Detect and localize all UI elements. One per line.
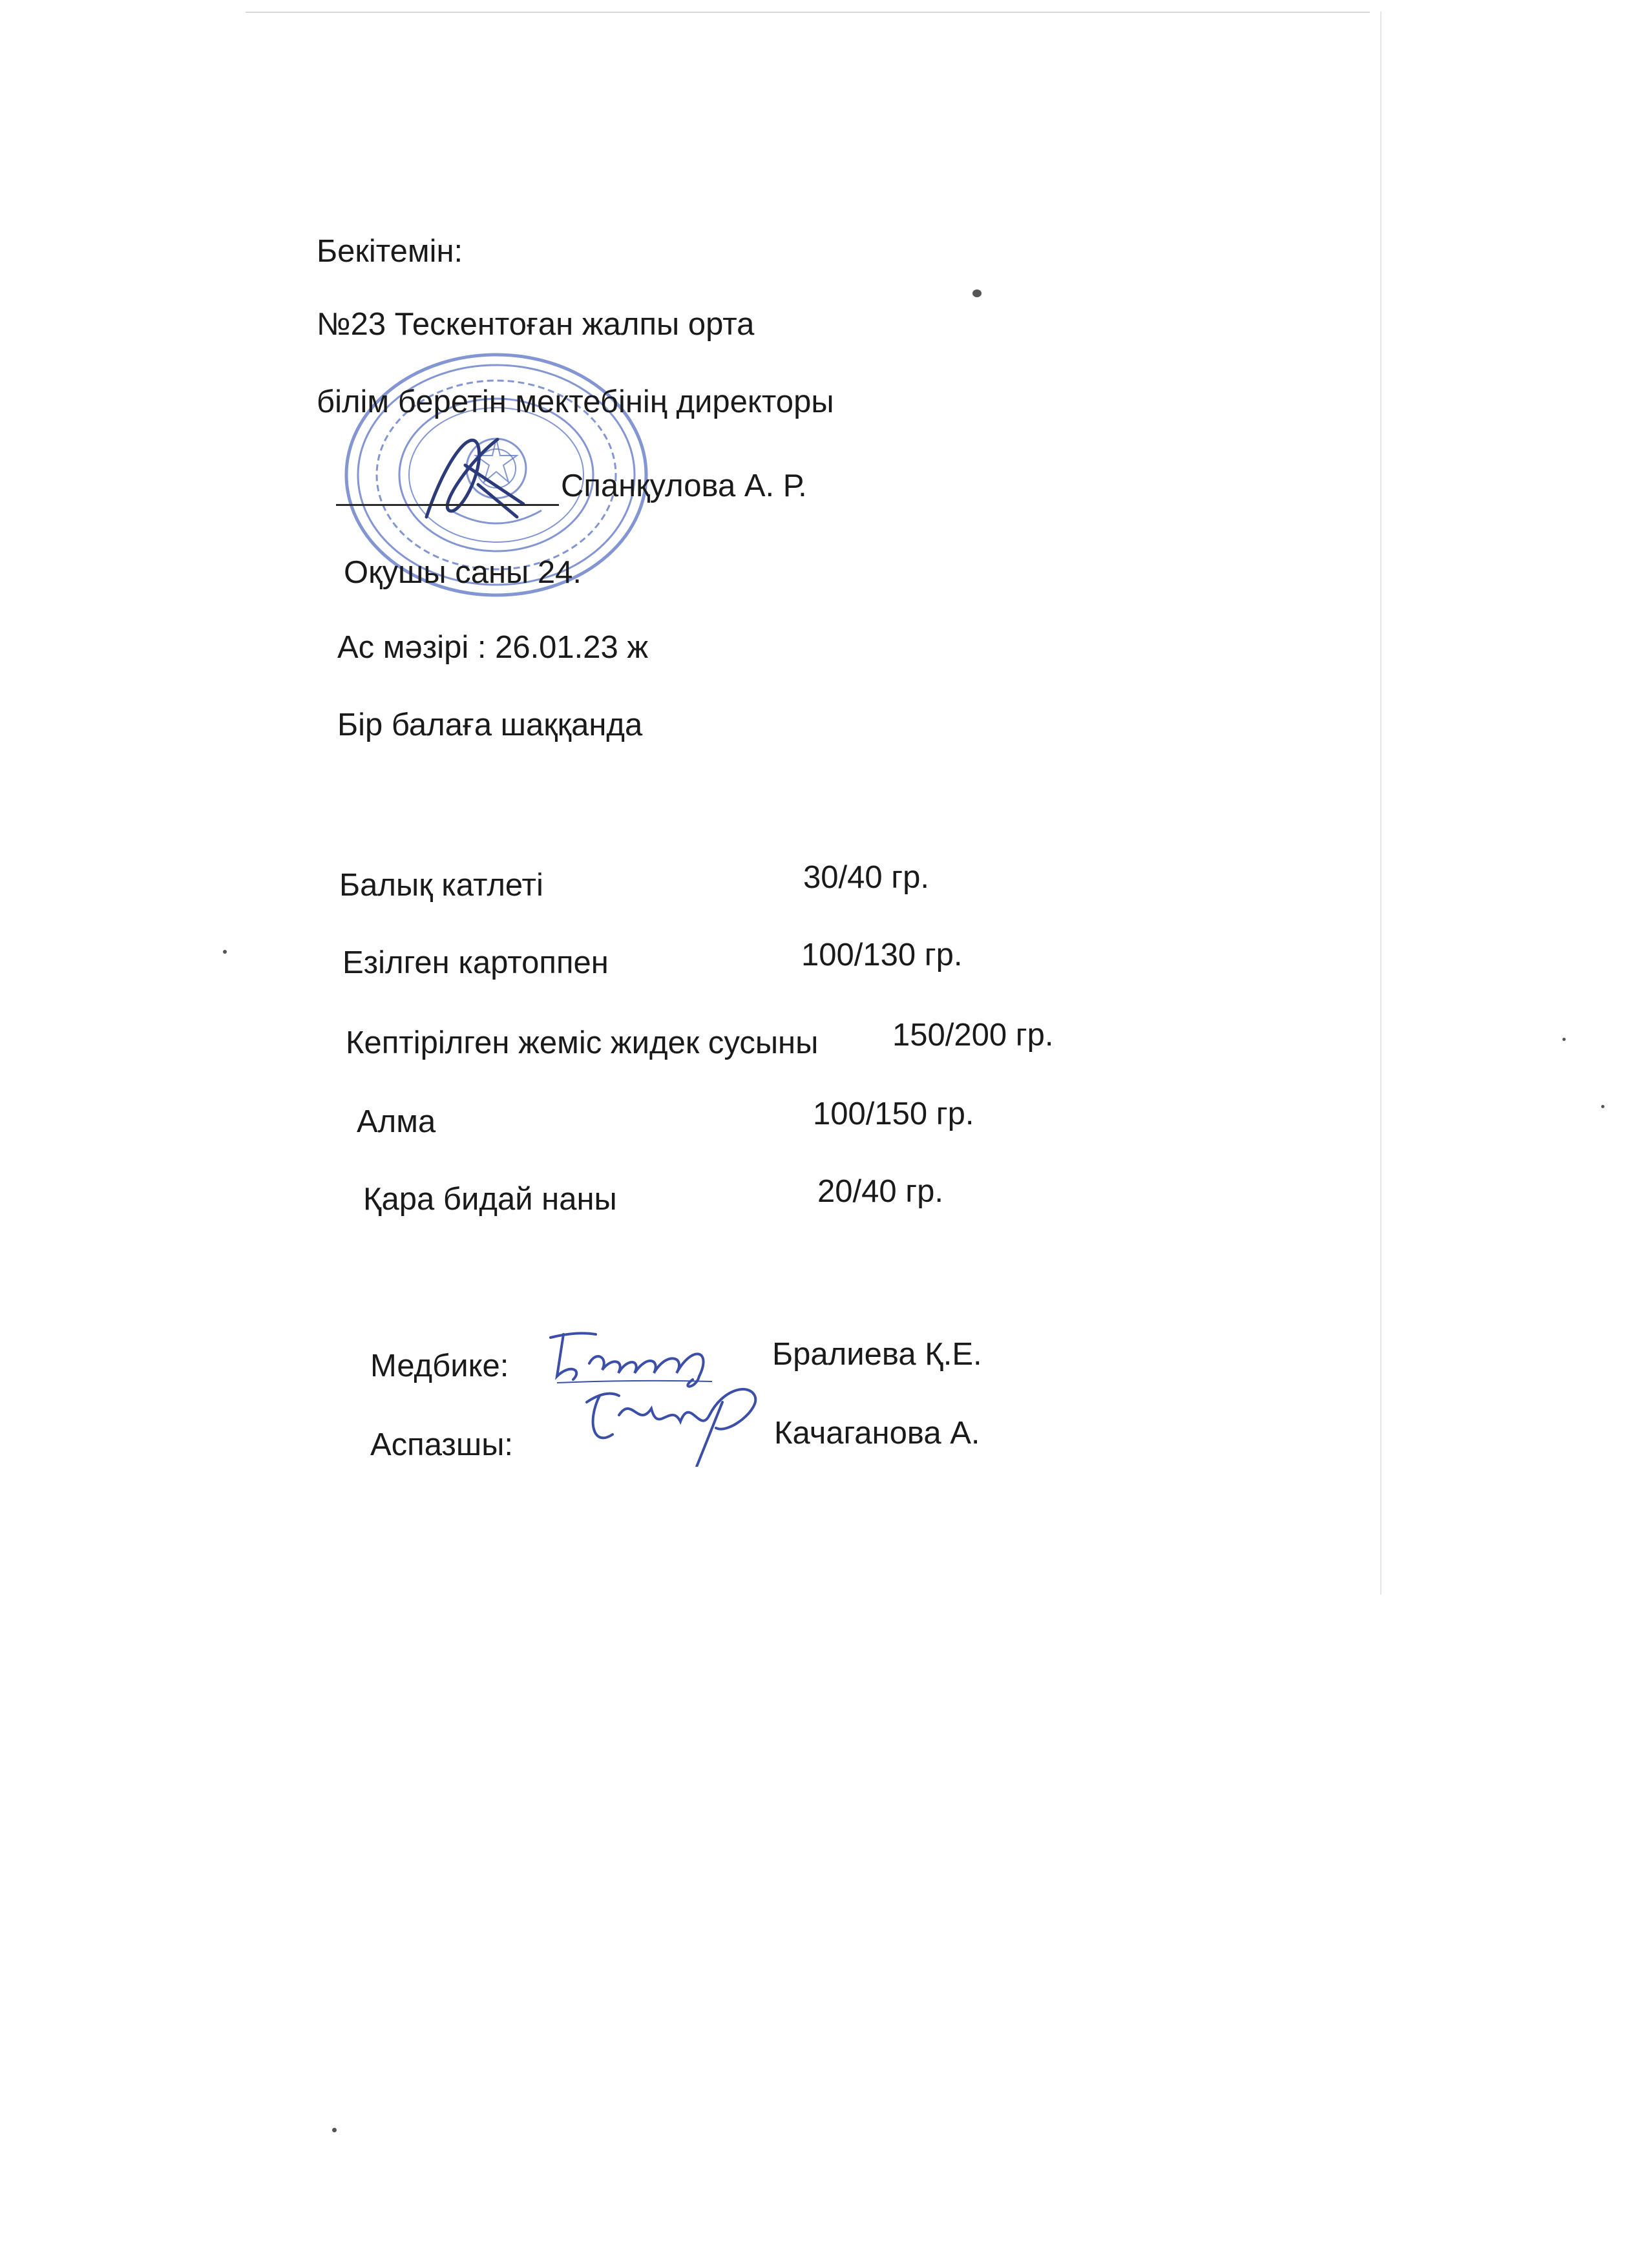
speck bbox=[972, 289, 982, 297]
menu-item-amount: 20/40 гр. bbox=[817, 1174, 943, 1209]
director-name: Спанқулова А. Р. bbox=[561, 468, 807, 503]
school-name-line1: №23 Тескентоған жалпы орта bbox=[317, 307, 755, 342]
per-child-note: Бір балаға шаққанда bbox=[337, 708, 643, 742]
speck bbox=[223, 950, 227, 954]
menu-item-name: Алма bbox=[357, 1104, 436, 1139]
menu-item-amount: 100/130 гр. bbox=[801, 938, 963, 972]
nurse-label: Медбике: bbox=[370, 1349, 509, 1383]
school-name-line2: білім беретін мектебінің директоры bbox=[317, 384, 834, 419]
menu-item-amount: 30/40 гр. bbox=[803, 860, 929, 895]
speck bbox=[332, 2128, 337, 2132]
scan-edge-right bbox=[1380, 12, 1381, 1595]
menu-item-amount: 150/200 гр. bbox=[892, 1018, 1054, 1053]
menu-item-name: Балық катлеті bbox=[339, 868, 543, 903]
director-signature bbox=[388, 420, 556, 536]
cook-signature bbox=[561, 1376, 781, 1467]
menu-item-amount: 100/150 гр. bbox=[813, 1097, 974, 1131]
students-count: Оқушы саны 24. bbox=[344, 555, 582, 590]
menu-item-name: Қара бидай наны bbox=[363, 1182, 617, 1217]
speck bbox=[1601, 1105, 1604, 1108]
approve-label: Бекітемін: bbox=[317, 234, 463, 269]
speck bbox=[1562, 1038, 1566, 1041]
director-signature-line bbox=[336, 504, 559, 506]
menu-item-name: Кептірілген жеміс жидек сусыны bbox=[346, 1025, 819, 1060]
nurse-name: Бралиева Қ.Е. bbox=[772, 1337, 982, 1372]
menu-date: Ас мәзірі : 26.01.23 ж bbox=[337, 630, 649, 665]
menu-item-name: Езілген картоппен bbox=[342, 945, 609, 980]
cook-label: Аспазшы: bbox=[370, 1427, 514, 1462]
scan-edge-top bbox=[246, 12, 1370, 13]
cook-name: Качаганова А. bbox=[774, 1416, 980, 1451]
